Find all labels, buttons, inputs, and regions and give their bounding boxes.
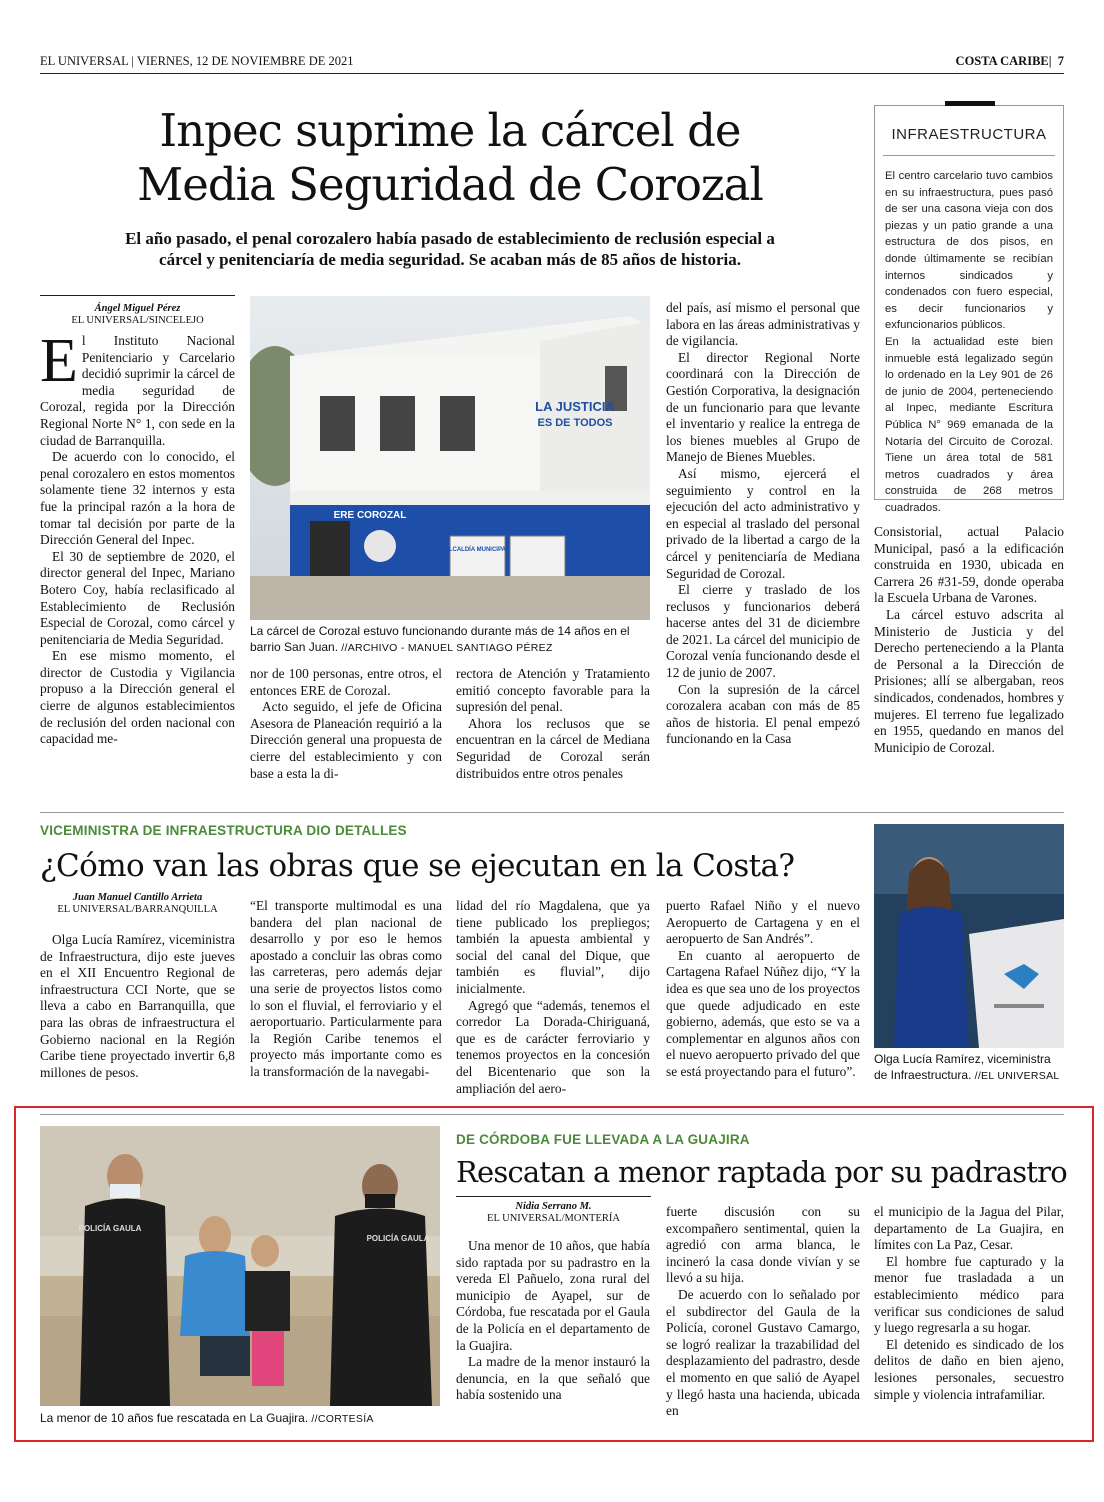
- story3-col3-p1: el municipio de la Jagua del Pilar, departamento de La Guajira, en límites con La Paz, Cesar.: [874, 1204, 1064, 1253]
- story1-column-4: [666, 300, 860, 748]
- story3-col1-p2: La madre de la menor instauró la denuncia, en la que señaló que había sostenido una: [456, 1354, 650, 1403]
- story1-headline-line2: Media Seguridad de Corozal: [137, 158, 763, 211]
- photo-wall-text: ERE COROZAL: [333, 510, 407, 521]
- story1-col2-p2: Acto seguido, el jefe de Oficina Asesora de Planeación requirió a la Dirección general una propuesta de cierre del establecimiento y con base a esta la di-: [250, 699, 442, 781]
- story3-col3-p2: El hombre fue capturado y la menor fue trasladada a un establecimiento médico para verificar sus condiciones de salud y luego regresarla a su hogar.: [874, 1253, 1064, 1336]
- sidebar-title-rule: [883, 155, 1055, 156]
- story1-col4-p2: El director Regional Norte coordinará con la Dirección de Gestión Corporativa, la designación de un funcionario para que levante el inventario y realice la entrega de los bienes muebles al Grupo de Manejo de Bienes Muebles.: [666, 349, 860, 465]
- story2-photo-caption: [874, 1051, 1064, 1084]
- sidebar-p2: En la actualidad este bien inmueble está legalizado según lo ordenado en la Ley 901 de 26 de junio de 2004, perteneciendo al Inpec, mediante Escritura Pública N° 969 emanada de la Notaría del Circuito de Corozal. Tiene un área total de 581 metros cuadrados y área construida de 268 metros cuadrados.: [885, 335, 1053, 514]
- story2-col3-p1: lidad del río Magdalena, que ya tiene publicado los prepliegos; también la apuesta ambiental y social del canal del Dique, que también es fluvial”, dijo inicialmente.: [456, 898, 650, 996]
- masthead: [40, 54, 1064, 72]
- story3-photo-caption: [40, 1410, 440, 1427]
- story1-byline: [40, 303, 235, 327]
- story1-col4-p3: Así mismo, ejercerá el seguimiento y control en la ejecución del acto administrativo y en especial al traslado del personal privado de la libertad a cargo de la cárcel y penitenciaría de Mediana Seguridad de Corozal.: [666, 465, 860, 581]
- story3-author-org: EL UNIVERSAL/MONTERÍA: [487, 1213, 620, 1224]
- story1-col1-p2: De acuerdo con lo conocido, el penal corozalero en estos momentos solamente tiene 32 internos y esta fue la principal razón a la hora de tomar tal decisión por parte de la Dirección General del Inpec.: [40, 449, 235, 548]
- story1-headline: [60, 104, 840, 212]
- story3-byline-rule: [456, 1196, 651, 1197]
- story1-column-5: [874, 524, 1064, 756]
- sidebar-title: INFRAESTRUCTURA: [891, 126, 1047, 143]
- rescue-image: [40, 1126, 440, 1406]
- story2-author-org: EL UNIVERSAL/BARRANQUILLA: [57, 904, 218, 915]
- story3-byline: [456, 1201, 651, 1225]
- story2-col4-p2: En cuanto al aeropuerto de Cartagena Rafael Núñez dijo, “Y la idea es que sea uno de los proyectos que quede adjudicado en este gobierno, además, que esto se va a complementar en algunos años con el nuevo aeropuerto privado del que se está proyectando para el futuro”.: [666, 947, 860, 1079]
- story3-column-3: [874, 1204, 1064, 1403]
- infraestructura-sidebar: [874, 105, 1064, 514]
- sidebar-p1: El centro carcelario tuvo cambios en su infraestructura, pues pasó de ser una casona vieja con dos piezas y un patio grande a una estructura de dos pisos, en donde últimamente se recibían internos sindicados y condenados con fuero especial, es decir funcionarios y exfuncionarios públicos.: [885, 170, 1053, 332]
- story1-caption-text: La cárcel de Corozal estuvo funcionando durante más de 14 años en el barrio San Juan.: [250, 624, 630, 654]
- story2-byline: [40, 892, 235, 916]
- story3-column-1: [456, 1238, 650, 1404]
- story3-headline: Rescatan a menor raptada por su padrastro: [456, 1155, 1067, 1189]
- story2-headline: ¿Cómo van las obras que se ejecutan en la Costa?: [40, 848, 795, 884]
- story3-col2-p1: fuerte discusión con su excompañero sentimental, quien la agredió con arma blanca, le incineró la casa donde vivían y se llevó a su hija.: [666, 1204, 860, 1286]
- photo-sign-line1: LA JUSTICIA: [535, 399, 615, 414]
- story3-col1-p1: Una menor de 10 años, que había sido raptada por su padrastro en la vereda El Pañuelo, zona rural del municipio de Ayapel, sur de Córdoba, fue rescatada por el Gaula de la Policía en el departamento de la Guajira.: [456, 1238, 650, 1353]
- story1-caption-credit: //ARCHIVO - MANUEL SANTIAGO PÉREZ: [338, 642, 553, 654]
- photo-barrier-text: ALCALDÍA MUNICIPAL: [444, 547, 510, 553]
- story2-col2-p1: “El transporte multimodal es una bandera del plan nacional de desarrollo y por eso le hemos apostado a concluir las obras como las carreteras, pero además dejar una serie de proyectos listos como lo son el fluvial, el ferroviario y el aeroportuario. Particularmente para la Región Caribe tenemos el proyecto más importante como es la transformación de la navegabi-: [250, 898, 442, 1079]
- story2-column-1: [40, 932, 235, 1081]
- story1-dropcap: E: [40, 327, 78, 395]
- story3-author: Nidia Serrano M.: [515, 1201, 592, 1212]
- masthead-right: [956, 54, 1064, 69]
- story3-kicker: DE CÓRDOBA FUE LLEVADA A LA GUAJIRA: [456, 1132, 750, 1147]
- story3-col2-p2: De acuerdo con lo señalado por el subdirector del Gaula de la Policía, coronel Gustavo Camargo, se logró realizar la trazabilidad del desplazamiento del padrastro, desde el momento en que salió de Ayapel y llegó hasta una hacienda, ubicada en: [666, 1286, 860, 1419]
- story1-deck-line2: cárcel y penitenciaría de media seguridad. Se acaban más de 85 años de historia.: [159, 250, 741, 269]
- story3-caption-text: La menor de 10 años fue rescatada en La Guajira.: [40, 1411, 309, 1425]
- sidebar-body: [885, 168, 1053, 516]
- sidebar-tab-mark: [945, 101, 995, 106]
- photo-sign-line2: ES DE TODOS: [537, 417, 613, 429]
- story3-column-2: [666, 1204, 860, 1420]
- story3-caption-credit: //CORTESÍA: [308, 1413, 374, 1425]
- story1-deck-line1: El año pasado, el penal corozalero había pasado de establecimiento de reclusión especial a: [125, 229, 775, 248]
- byline-rule: [40, 295, 235, 296]
- story2-photo: [874, 824, 1064, 1048]
- story2-kicker: VICEMINISTRA DE INFRAESTRUCTURA DIO DETALLES: [40, 823, 407, 838]
- story2-col4-p1: puerto Rafael Niño y el nuevo Aeropuerto de Cartagena y en el aeropuerto de San Andrés”.: [666, 898, 860, 947]
- story1-col3-p1: rectora de Atención y Tratamiento emitió concepto favorable para la supresión del penal.: [456, 666, 650, 715]
- story3-photo: [40, 1126, 440, 1406]
- story2-column-3: [456, 898, 650, 1097]
- story1-col4-p1: del país, así mismo el personal que labora en las áreas administrativas y de vigilancia.: [666, 300, 860, 349]
- story2-column-2: [250, 898, 442, 1081]
- story1-photo: [250, 296, 650, 620]
- story1-col3-p2: Ahora los reclusos que se encuentran en la cárcel de Mediana Seguridad de Corozal serán distribuidos entre otros penales: [456, 715, 650, 781]
- masthead-rule: [40, 73, 1064, 74]
- story1-col4-p5: Con la supresión de la cárcel corozalera acaban con más de 85 años de historia. El penal empezó funcionando en la Casa: [666, 681, 860, 747]
- story1-col1-p1: l Instituto Nacional Penitenciario y Carcelario decidió suprimir la cárcel de media seguridad de Corozal, regida por la Dirección Regional Norte N° 1, con sede en la ciudad de Barranquilla.: [40, 333, 235, 448]
- vest-right-text: POLICÍA GAULA: [366, 1234, 430, 1243]
- story1-col1-p4: En ese mismo momento, el director de Custodia y Vigilancia propuso a la Dirección general el cierre de algunos establecimientos de reclusión del orden nacional con capacidad me-: [40, 648, 235, 747]
- story1-col2-p1: nor de 100 personas, entre otros, el entonces ERE de Corozal.: [250, 666, 442, 698]
- story2-caption-text: Olga Lucía Ramírez, viceministra de Infraestructura.: [874, 1052, 1051, 1082]
- story3-col3-p3: El detenido es sindicado de los delitos de daño en bien ajeno, lesiones personales, secuestro simple y violencia intrafamiliar.: [874, 1336, 1064, 1402]
- story2-col3-p2: Agregó que “además, tenemos el corredor La Dorada-Chiriguaná, que es de carácter ferroviario y tenemos proyectos en la concesión del Bicentenario que son la ampliación del aero-: [456, 997, 650, 1096]
- story1-author-org: EL UNIVERSAL/SINCELEJO: [71, 315, 204, 326]
- story2-col1-p1: Olga Lucía Ramírez, viceministra de Infraestructura, dijo este jueves en el XII Encuentro Regional de infraestructura CCI Norte, que se lleva a cabo en Barranquilla, que para las obras de infraestructura el Gobierno nacional en la Región Caribe tiene proyectado invertir 6,8 millones de pesos.: [40, 932, 235, 1080]
- story1-headline-line1: Inpec suprime la cárcel de: [159, 104, 741, 157]
- story1-column-3: [456, 666, 650, 782]
- prison-building-image: [250, 296, 650, 620]
- story2-author: Juan Manuel Cantillo Arrieta: [72, 892, 203, 903]
- story1-col1-p3: El 30 de septiembre de 2020, el director general del Inpec, Mariano Botero Coy, había reclasificado al Establecimiento de Reclusión Especial de Corozal, como cárcel y penitenciaria de Media Seguridad.: [40, 548, 235, 647]
- viceminister-image: [874, 824, 1064, 1048]
- section-divider-1: [40, 812, 1064, 813]
- story2-caption-credit: //EL UNIVERSAL: [971, 1070, 1060, 1082]
- story1-photo-caption: [250, 623, 650, 656]
- section-name: COSTA CARIBE|: [955, 54, 1052, 68]
- story1-col5-p2: La cárcel estuvo adscrita al Ministerio de Justicia y del Derecho perteneciendo a la Planta de Personal a la Dirección de Prisiones; allí se albergaban, reos sindicados, condenados, hombres y mujeres. El terreno fue legalizado en 1955, quedando en manos del Municipio de Corozal.: [874, 606, 1064, 755]
- vest-left-text: POLICÍA GAULA: [78, 1224, 142, 1233]
- masthead-left: EL UNIVERSAL | VIERNES, 12 DE NOVIEMBRE DE 2021: [40, 54, 354, 68]
- story1-col4-p4: El cierre y traslado de los reclusos y funcionarios deberá hacerse antes del 31 de diciembre de 2021. La cárcel del municipio de Corozal venía funcionando desde el 12 de junio de 2007.: [666, 582, 860, 681]
- story1-deck: [60, 228, 840, 270]
- story1-column-2: [250, 666, 442, 782]
- story1-column-1: [40, 327, 235, 748]
- story1-col5-p1: Consistorial, actual Palacio Municipal, pasó a la edificación construida en 1930, ubicada en Carrera 26 #31-59, donde operaba la Escuela Urbana de Varones.: [874, 524, 1064, 606]
- page-number: 7: [1057, 54, 1064, 68]
- story2-column-4: [666, 898, 860, 1081]
- story1-author: Ángel Miguel Pérez: [94, 303, 181, 314]
